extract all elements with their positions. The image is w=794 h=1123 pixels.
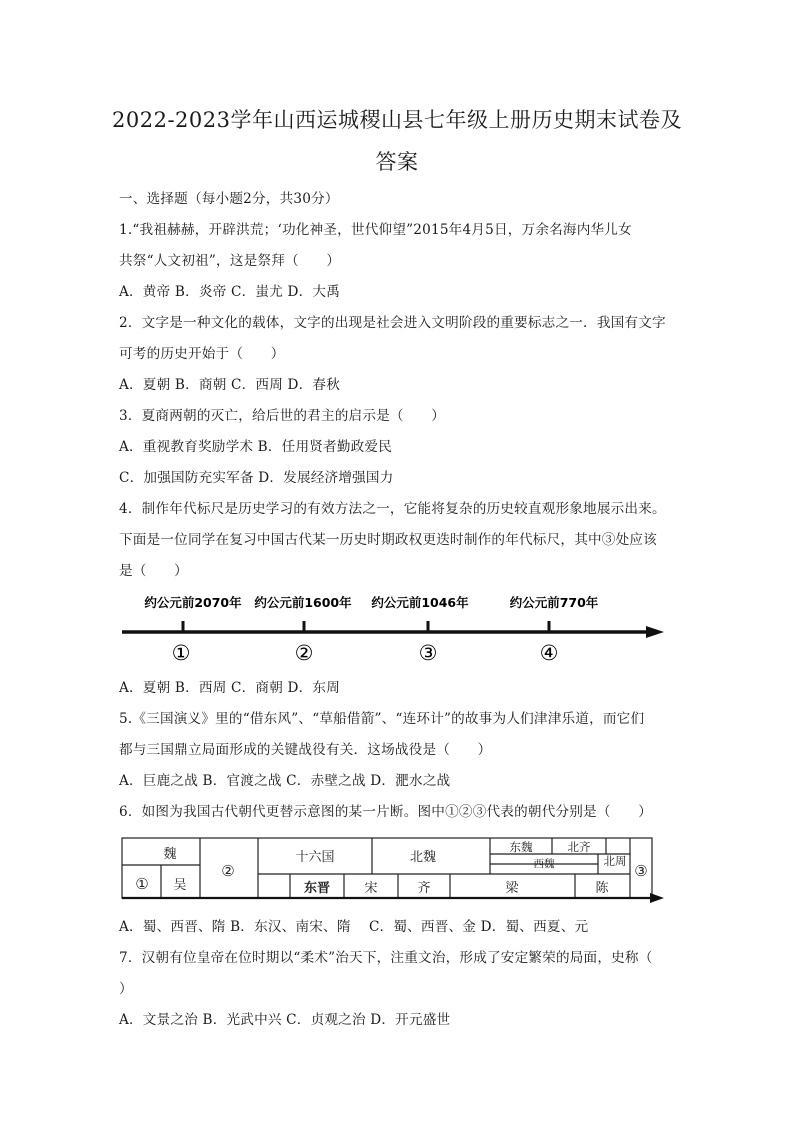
dynasty-liang: 梁 [505, 881, 519, 896]
document-title-line1: 2022-2023学年山西运城稷山县七年级上册历史期末试卷及 [112, 108, 682, 132]
question-3-options: C．加强国防充实军备 D．发展经济增强国力 [119, 470, 394, 486]
timeline-marker-4: ④ [539, 641, 559, 665]
dynasty-sixteen-kingdoms: 十六国 [295, 850, 335, 865]
timeline-label-3: 约公元前1046年 [371, 595, 469, 610]
dynasty-xiwei: 西魏 [533, 858, 555, 870]
dynasty-marker-1: ① [135, 875, 149, 893]
dynasty-chart-arrow-head [650, 893, 664, 903]
dynasty-chen: 陈 [595, 881, 609, 896]
question-2-text: 可考的历史开始于（ ） [119, 346, 285, 362]
question-3-options: A．重视教育奖励学术 B．任用贤者勤政爱民 [119, 439, 393, 455]
question-6-text: 6．如图为我国古代朝代更替示意图的某一片断。图中①②③代表的朝代分别是（ ） [119, 804, 653, 820]
question-5-text: 5.《三国演义》里的“借东风”、“草船借箭”、“连环计”的故事为人们津津乐道，而它们 [119, 711, 645, 727]
dynasty-dongjin: 东晋 [303, 881, 331, 896]
question-1-options: A．黄帝 B．炎帝 C．蚩尤 D．大禹 [119, 284, 340, 300]
dynasty-qi: 齐 [417, 881, 431, 896]
question-4-text: 是（ ） [119, 563, 188, 579]
dynasty-wu: 吴 [173, 878, 187, 893]
document-title-line2: 答案 [375, 150, 419, 174]
dynasty-marker-2: ② [221, 862, 235, 880]
question-5-options: A．巨鹿之战 B．官渡之战 C．赤壁之战 D．淝水之战 [119, 773, 451, 789]
question-2-options: A．夏朝 B．商朝 C．西周 D．春秋 [119, 377, 340, 393]
dynasty-beizhou: 北周 [603, 854, 627, 868]
dynasty-wei: 魏 [163, 847, 177, 862]
question-4-text: 4．制作年代标尺是历史学习的有效方法之一，它能将复杂的历史较直观形象地展示出来。 [119, 501, 666, 517]
question-5-text: 都与三国鼎立局面形成的关键战役有关．这场战役是（ ） [119, 742, 492, 758]
question-4-text: 下面是一位同学在复习中国古代某一历史时期政权更迭时制作的年代标尺，其中③处应该 [119, 532, 657, 548]
timeline-marker-3: ③ [418, 641, 438, 665]
dynasty-beiqi: 北齐 [567, 840, 591, 854]
timeline-label-1: 约公元前2070年 [144, 595, 242, 610]
question-4-options: A．夏朝 B．西周 C．商朝 D．东周 [119, 680, 340, 696]
timeline-marker-2: ② [294, 641, 314, 665]
question-3-text: 3．夏商两朝的灭亡，给后世的君主的启示是（ ） [119, 408, 446, 424]
question-1-text: 1.“我祖赫赫，开辟洪荒；‘功化神圣，世代仰望”2015年4月5日，万余名海内华儿女 [119, 222, 632, 238]
question-7-options: A．文景之治 B．光武中兴 C．贞观之治 D．开元盛世 [119, 1012, 451, 1028]
question-1-text: 共祭“人文初祖”，这是祭拜（ ） [119, 253, 341, 269]
timeline-label-4: 约公元前770年 [509, 595, 599, 610]
question-2-text: 2．文字是一种文化的载体，文字的出现是社会进入文明阶段的重要标志之一．我国有文字 [119, 315, 666, 331]
question-7-text: ） [119, 981, 133, 997]
dynasty-beiwei: 北魏 [409, 850, 437, 865]
dynasty-song: 宋 [364, 881, 378, 896]
dynasty-dongwei: 东魏 [509, 840, 533, 854]
dynasty-chart-figure [120, 836, 665, 906]
section-heading: 一、选择题（每小题2分，共30分） [119, 191, 339, 207]
timeline-label-2: 约公元前1600年 [254, 595, 352, 610]
timeline-arrow [646, 626, 664, 638]
timeline-figure [118, 590, 668, 666]
dynasty-marker-3: ③ [634, 862, 648, 880]
question-6-options: A．蜀、西晋、隋 B．东汉、南宋、隋 C．蜀、西晋、金 D．蜀、西夏、元 [119, 919, 589, 935]
question-7-text: 7．汉朝有位皇帝在位时期以“柔术”治天下，注重文治，形成了安定繁荣的局面，史称（ [119, 950, 653, 966]
timeline-marker-1: ① [171, 641, 191, 665]
